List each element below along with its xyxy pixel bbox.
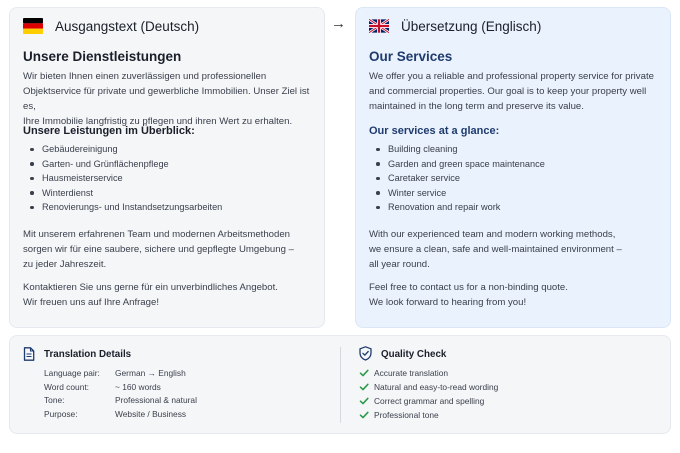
target-intro: We offer you a reliable and professional property service for private and commercial properties. Our goal is to keep your property well maintained in the long term and preserve its value. — [369, 71, 654, 112]
source-header-title: Ausgangstext (Deutsch) — [55, 18, 200, 34]
details-panel — [9, 335, 671, 434]
target-paragraph-contact: Feel free to contact us for a non-binding quote. We look forward to hearing from you! — [369, 282, 568, 308]
list-item: Garten- und Grünflächenpflege — [23, 157, 222, 172]
source-paragraph-contact: Kontaktieren Sie uns gerne für ein unverbindliches Angebot. Wir freuen uns auf Ihre Anfrage! — [23, 282, 278, 308]
target-subtitle: Our services at a glance: — [369, 125, 500, 137]
target-services-list — [369, 142, 545, 215]
translation-panel — [355, 7, 671, 328]
quality-item: Natural and easy-to-read wording — [359, 382, 498, 392]
germany-flag-icon — [23, 18, 43, 34]
details-row-purpose: Purpose: Website / Business — [44, 409, 187, 419]
checkmark-icon — [359, 410, 369, 420]
list-item: Hausmeisterservice — [23, 171, 222, 186]
quality-item: Accurate translation — [359, 368, 448, 378]
source-title: Unsere Dienstleistungen — [23, 49, 182, 64]
document-icon — [23, 347, 35, 361]
source-text-panel — [9, 7, 325, 328]
target-paragraph-team: With our experienced team and modern working methods, we ensure a clean, safe and well-maintained environment – all year round. — [369, 229, 622, 270]
target-header — [369, 18, 541, 34]
shield-check-icon — [359, 346, 372, 361]
quality-title: Quality Check — [381, 349, 447, 360]
source-intro: Wir bieten Ihnen einen zuverlässigen und professionellen Objektservice für private und gewerbliche Immobilien. Unser Ziel ist es, Ihre Immobilie langfristig zu pflegen und ihren Wert zu erhalten. — [23, 71, 310, 127]
list-item: Winterdienst — [23, 186, 222, 201]
source-paragraph-team: Mit unserem erfahrenen Team und modernen Arbeitsmethoden sorgen wir für eine saubere, sichere und gepflegte Umgebung – zu jeder Jahreszeit. — [23, 229, 294, 270]
list-item: Caretaker service — [369, 171, 545, 186]
target-header-title: Übersetzung (Englisch) — [401, 18, 542, 34]
checkmark-icon — [359, 368, 369, 378]
source-services-list — [23, 142, 222, 215]
details-row-language: Language pair: German → English — [44, 368, 186, 378]
checkmark-icon — [359, 396, 369, 406]
quality-item: Professional tone — [359, 410, 439, 420]
details-row-wordcount: Word count: ~ 160 words — [44, 382, 161, 392]
arrow-right-icon: → — [331, 15, 346, 32]
checkmark-icon — [359, 382, 369, 392]
list-item: Garden and green space maintenance — [369, 157, 545, 172]
list-item: Renovierungs- und Instandsetzungsarbeiten — [23, 200, 222, 215]
details-title: Translation Details — [44, 349, 132, 360]
list-item: Gebäudereinigung — [23, 142, 222, 157]
source-subtitle: Unsere Leistungen im Überblick: — [23, 125, 195, 137]
quality-item: Correct grammar and spelling — [359, 396, 484, 406]
details-row-tone: Tone: Professional & natural — [44, 395, 197, 405]
target-title: Our Services — [369, 49, 453, 64]
source-header — [23, 18, 199, 34]
section-divider — [340, 347, 341, 423]
uk-flag-icon — [369, 18, 389, 34]
list-item: Building cleaning — [369, 142, 545, 157]
list-item: Renovation and repair work — [369, 200, 545, 215]
list-item: Winter service — [369, 186, 545, 201]
